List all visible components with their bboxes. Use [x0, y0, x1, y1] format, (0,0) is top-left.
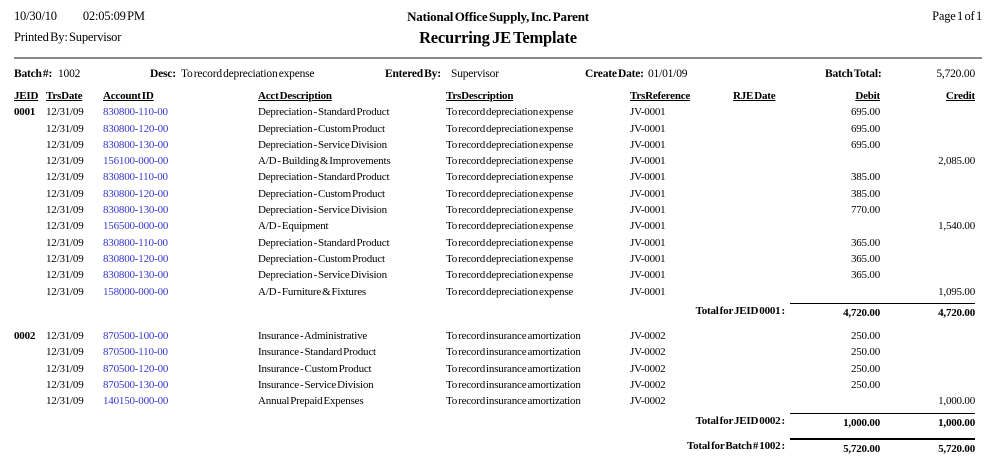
- acct-description-cell: A/D - Furniture & Fixtures: [258, 285, 366, 298]
- credit-cell: 1,540.00: [938, 220, 975, 233]
- batch-total-row: [14, 438, 982, 457]
- trs-description-cell: To record depreciation expense: [446, 138, 574, 151]
- trs-date-cell: 12/31/09: [46, 155, 84, 168]
- debit-cell: 385.00: [850, 171, 880, 184]
- trs-description-cell: To record depreciation expense: [446, 204, 574, 217]
- jeid-cell: [14, 235, 46, 251]
- jeid-total-label: Total for JEID 0001 :: [695, 304, 785, 317]
- debit-cell: 250.00: [850, 330, 880, 343]
- jeid-cell: [14, 267, 46, 283]
- debit-cell: 695.00: [850, 106, 880, 119]
- acct-description-cell: Insurance - Service Division: [258, 379, 374, 392]
- journal-row: [14, 186, 982, 202]
- trs-reference-cell: JV-0002: [630, 362, 666, 375]
- account-id-link[interactable]: 158000-000-00: [103, 285, 169, 298]
- trs-date-cell: 12/31/09: [46, 236, 84, 249]
- jeid-total-label: Total for JEID 0002 :: [695, 414, 785, 427]
- column-header-trs-description: TrsDescription: [446, 90, 514, 102]
- trs-reference-cell: JV-0001: [630, 204, 666, 217]
- jeid-total-debit: 1,000.00: [790, 413, 880, 431]
- journal-row: [14, 284, 982, 300]
- account-id-link[interactable]: 830800-120-00: [103, 252, 169, 265]
- jeid-total-debit: 4,720.00: [790, 303, 880, 321]
- acct-description-cell: A/D - Building & Improvements: [258, 155, 391, 168]
- batch-grand-total-label: Total for Batch # 1002 :: [686, 439, 785, 452]
- credit-cell: [880, 344, 982, 360]
- account-id-link[interactable]: 870500-120-00: [103, 362, 169, 375]
- jeid-cell: [14, 344, 46, 360]
- create-date-value: 01/01/09: [648, 68, 688, 80]
- journal-row: [14, 251, 982, 267]
- column-header-account-id: Account ID: [103, 90, 154, 102]
- batch-grand-total-debit: 5,720.00: [790, 438, 880, 457]
- trs-description-cell: To record depreciation expense: [446, 220, 574, 233]
- jeid-cell: [14, 284, 46, 300]
- debit-cell: 365.00: [850, 236, 880, 249]
- batch-info-row: [14, 68, 982, 85]
- jeid-total-credit: 4,720.00: [880, 303, 975, 321]
- print-date: 10/30/10: [14, 9, 57, 23]
- account-id-link[interactable]: 830800-110-00: [103, 236, 168, 249]
- report-body: [14, 104, 982, 457]
- credit-cell: [880, 169, 982, 185]
- trs-date-cell: 12/31/09: [46, 171, 84, 184]
- journal-row: [14, 153, 982, 169]
- credit-cell: [880, 377, 982, 393]
- header-divider: [14, 57, 982, 59]
- trs-reference-cell: JV-0001: [630, 285, 666, 298]
- trs-date-cell: 12/31/09: [46, 269, 84, 282]
- acct-description-cell: Depreciation - Service Division: [258, 138, 387, 151]
- debit-cell: 695.00: [850, 138, 880, 151]
- account-id-link[interactable]: 140150-000-00: [103, 395, 169, 408]
- column-header-trs-date: TrsDate: [46, 90, 83, 102]
- credit-cell: 1,095.00: [938, 285, 975, 298]
- credit-cell: [880, 137, 982, 153]
- journal-row: [14, 202, 982, 218]
- debit-cell: [790, 153, 880, 169]
- trs-description-cell: To record depreciation expense: [446, 269, 574, 282]
- account-id-link[interactable]: 870500-110-00: [103, 346, 168, 359]
- column-header-rje-date: RJE Date: [733, 90, 776, 102]
- column-header-trs-reference: TrsReference: [630, 90, 691, 102]
- account-id-link[interactable]: 156100-000-00: [103, 155, 169, 168]
- acct-description-cell: Depreciation - Standard Product: [258, 171, 390, 184]
- credit-cell: [880, 121, 982, 137]
- rje-date-cell: [733, 251, 790, 267]
- trs-reference-cell: JV-0001: [630, 252, 666, 265]
- batch-desc-value: To record depreciation expense: [181, 68, 315, 80]
- journal-row: [14, 121, 982, 137]
- acct-description-cell: Depreciation - Custom Product: [258, 122, 385, 135]
- trs-description-cell: To record depreciation expense: [446, 122, 574, 135]
- page-number: Page 1 of 1: [932, 9, 982, 23]
- trs-reference-cell: JV-0001: [630, 106, 666, 119]
- trs-description-cell: To record insurance amortization: [446, 330, 581, 343]
- trs-reference-cell: JV-0002: [630, 379, 666, 392]
- journal-row: [14, 361, 982, 377]
- journal-row: [14, 169, 982, 185]
- trs-description-cell: To record depreciation expense: [446, 285, 574, 298]
- account-id-link[interactable]: 870500-100-00: [103, 330, 169, 343]
- trs-date-cell: 12/31/09: [46, 285, 84, 298]
- batch-total-label: Batch Total:: [825, 68, 882, 80]
- trs-date-cell: 12/31/09: [46, 395, 84, 408]
- trs-description-cell: To record insurance amortization: [446, 379, 581, 392]
- journal-row: [14, 235, 982, 251]
- column-header-row: [14, 88, 982, 104]
- jeid-cell: [14, 137, 46, 153]
- acct-description-cell: Depreciation - Custom Product: [258, 187, 385, 200]
- account-id-link[interactable]: 830800-120-00: [103, 122, 169, 135]
- jeid-cell: [14, 153, 46, 169]
- trs-reference-cell: JV-0001: [630, 187, 666, 200]
- rje-date-cell: [733, 169, 790, 185]
- rje-date-cell: [733, 153, 790, 169]
- debit-cell: 770.00: [850, 204, 880, 217]
- rje-date-cell: [733, 235, 790, 251]
- trs-date-cell: 12/31/09: [46, 122, 84, 135]
- credit-cell: [880, 328, 982, 344]
- debit-cell: 385.00: [850, 187, 880, 200]
- jeid-cell: 0001: [14, 106, 36, 119]
- credit-cell: [880, 202, 982, 218]
- jeid-cell: [14, 393, 46, 409]
- rje-date-cell: [733, 328, 790, 344]
- credit-cell: 1,000.00: [938, 395, 975, 408]
- credit-cell: 2,085.00: [938, 155, 975, 168]
- trs-reference-cell: JV-0001: [630, 269, 666, 282]
- trs-description-cell: To record depreciation expense: [446, 252, 574, 265]
- credit-cell: [880, 267, 982, 283]
- jeid-cell: [14, 361, 46, 377]
- jeid-cell: [14, 186, 46, 202]
- journal-row: [14, 218, 982, 234]
- rje-date-cell: [733, 218, 790, 234]
- jeid-total-row: [14, 303, 982, 321]
- acct-description-cell: Insurance - Administrative: [258, 330, 368, 343]
- rje-date-cell: [733, 377, 790, 393]
- jeid-cell: [14, 121, 46, 137]
- debit-cell: 695.00: [850, 122, 880, 135]
- jeid-cell: [14, 377, 46, 393]
- trs-reference-cell: JV-0001: [630, 138, 666, 151]
- rje-date-cell: [733, 267, 790, 283]
- credit-cell: [880, 251, 982, 267]
- trs-date-cell: 12/31/09: [46, 346, 84, 359]
- debit-cell: [790, 218, 880, 234]
- trs-reference-cell: JV-0001: [630, 236, 666, 249]
- acct-description-cell: Insurance - Custom Product: [258, 362, 372, 375]
- trs-description-cell: To record insurance amortization: [446, 395, 581, 408]
- rje-date-cell: [733, 284, 790, 300]
- debit-cell: [790, 393, 880, 409]
- entered-by-label: Entered By:: [385, 68, 441, 80]
- acct-description-cell: Depreciation - Standard Product: [258, 236, 390, 249]
- acct-description-cell: A/D - Equipment: [258, 220, 329, 233]
- debit-cell: 250.00: [850, 379, 880, 392]
- debit-cell: 365.00: [850, 269, 880, 282]
- jeid-cell: [14, 218, 46, 234]
- journal-row: [14, 344, 982, 360]
- print-time: 02:05:09 PM: [82, 9, 145, 23]
- trs-reference-cell: JV-0001: [630, 171, 666, 184]
- journal-row: [14, 328, 982, 344]
- journal-row: [14, 377, 982, 393]
- acct-description-cell: Depreciation - Custom Product: [258, 252, 385, 265]
- jeid-total-credit: 1,000.00: [880, 413, 975, 431]
- acct-description-cell: Annual Prepaid Expenses: [258, 395, 364, 408]
- acct-description-cell: Depreciation - Standard Product: [258, 106, 390, 119]
- account-id-link[interactable]: 830800-120-00: [103, 187, 169, 200]
- trs-description-cell: To record insurance amortization: [446, 346, 581, 359]
- trs-reference-cell: JV-0001: [630, 155, 666, 168]
- report-title: Recurring JE Template: [419, 28, 577, 47]
- journal-row: [14, 393, 982, 409]
- page-header: [14, 9, 982, 51]
- trs-date-cell: 12/31/09: [46, 252, 84, 265]
- column-header-credit: Credit: [945, 90, 975, 102]
- trs-description-cell: To record depreciation expense: [446, 106, 574, 119]
- trs-reference-cell: JV-0002: [630, 346, 666, 359]
- debit-cell: 250.00: [850, 362, 880, 375]
- column-header-debit: Debit: [855, 90, 880, 102]
- batch-number-value: 1002: [58, 68, 81, 80]
- printed-by-value: Supervisor: [69, 30, 122, 44]
- jeid-cell: [14, 251, 46, 267]
- debit-cell: 250.00: [850, 346, 880, 359]
- account-id-link[interactable]: 830800-130-00: [103, 204, 169, 217]
- credit-cell: [880, 235, 982, 251]
- trs-reference-cell: JV-0002: [630, 330, 666, 343]
- credit-cell: [880, 361, 982, 377]
- credit-cell: [880, 186, 982, 202]
- credit-cell: [880, 104, 982, 120]
- trs-date-cell: 12/31/09: [46, 379, 84, 392]
- trs-date-cell: 12/31/09: [46, 330, 84, 343]
- trs-date-cell: 12/31/09: [46, 138, 84, 151]
- account-id-link[interactable]: 830800-110-00: [103, 171, 168, 184]
- column-header-jeid: JEID: [14, 90, 39, 102]
- trs-description-cell: To record depreciation expense: [446, 236, 574, 249]
- rje-date-cell: [733, 104, 790, 120]
- journal-row: [14, 104, 982, 120]
- trs-description-cell: To record depreciation expense: [446, 187, 574, 200]
- jeid-cell: [14, 202, 46, 218]
- acct-description-cell: Depreciation - Service Division: [258, 204, 387, 217]
- account-id-link[interactable]: 830800-130-00: [103, 138, 169, 151]
- trs-description-cell: To record depreciation expense: [446, 171, 574, 184]
- trs-date-cell: 12/31/09: [46, 362, 84, 375]
- batch-desc-label: Desc:: [150, 68, 176, 80]
- company-name: National Office Supply, Inc. Parent: [407, 9, 589, 24]
- rje-date-cell: [733, 186, 790, 202]
- rje-date-cell: [733, 344, 790, 360]
- rje-date-cell: [733, 361, 790, 377]
- trs-description-cell: To record insurance amortization: [446, 362, 581, 375]
- debit-cell: [790, 284, 880, 300]
- trs-reference-cell: JV-0001: [630, 122, 666, 135]
- rje-date-cell: [733, 121, 790, 137]
- account-id-link[interactable]: 156500-000-00: [103, 220, 169, 233]
- rje-date-cell: [733, 202, 790, 218]
- report-heading: [14, 9, 982, 48]
- printed-by-label: Printed By:: [14, 30, 68, 44]
- jeid-cell: [14, 169, 46, 185]
- trs-date-cell: 12/31/09: [46, 204, 84, 217]
- jeid-total-row: [14, 413, 982, 431]
- trs-reference-cell: JV-0001: [630, 220, 666, 233]
- account-id-link[interactable]: 870500-130-00: [103, 379, 169, 392]
- account-id-link[interactable]: 830800-130-00: [103, 269, 169, 282]
- entered-by-value: Supervisor: [451, 68, 499, 80]
- rje-date-cell: [733, 137, 790, 153]
- acct-description-cell: Depreciation - Service Division: [258, 269, 387, 282]
- jeid-cell: 0002: [14, 330, 36, 343]
- rje-date-cell: [733, 393, 790, 409]
- journal-row: [14, 137, 982, 153]
- column-header-acct-description: Acct Description: [258, 90, 332, 102]
- create-date-label: Create Date:: [585, 68, 644, 80]
- trs-date-cell: 12/31/09: [46, 220, 84, 233]
- debit-cell: 365.00: [850, 252, 880, 265]
- batch-total-value: 5,720.00: [936, 68, 975, 80]
- batch-number-label: Batch #:: [14, 68, 53, 80]
- trs-date-cell: 12/31/09: [46, 187, 84, 200]
- account-id-link[interactable]: 830800-110-00: [103, 106, 168, 119]
- batch-grand-total-credit: 5,720.00: [880, 438, 975, 457]
- trs-reference-cell: JV-0002: [630, 395, 666, 408]
- trs-date-cell: 12/31/09: [46, 106, 84, 119]
- trs-description-cell: To record depreciation expense: [446, 155, 574, 168]
- journal-row: [14, 267, 982, 283]
- acct-description-cell: Insurance - Standard Product: [258, 346, 376, 359]
